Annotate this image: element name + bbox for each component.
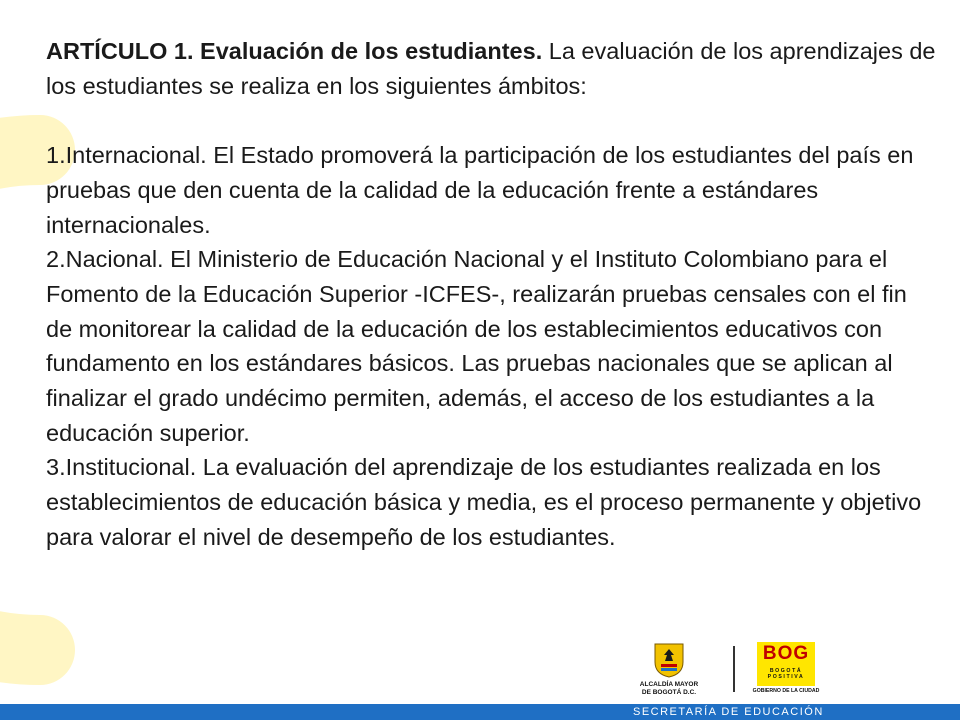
alcaldia-name — [630, 681, 708, 697]
alcaldia-line-1: ALCALDÍA MAYOR — [639, 681, 699, 688]
logo-divider — [733, 646, 735, 692]
bog-caption: GOBIERNO DE LA CIUDAD — [752, 688, 820, 694]
article-intro-paragraph — [46, 34, 938, 103]
paragraph-spacer — [46, 103, 938, 138]
article-item-internacional: 1.Internacional. El Estado promoverá la participación de los estudiantes del país en pruebas que den cuenta de la calidad de la educación frente a estándares internacionales. — [46, 142, 914, 238]
bogota-crest-icon — [653, 642, 685, 678]
footer-logos — [620, 642, 830, 700]
article-intro: La evaluación de los aprendizajes de los estudiantes se realiza en los siguientes ámbitos: — [46, 38, 936, 99]
article-item-nacional: 2.Nacional. El Ministerio de Educación Nacional y el Instituto Colombiano para el Fomento de la Educación Superior -ICFES-, realizarán pruebas censales con el fin de monitorear la calidad de la educación de los establecimientos educativos con fundamento en los estándares básicos. Las pruebas nacionales que se aplican al finalizar el grado undécimo permiten, además, el acceso de los estudiantes a la educación superior. — [46, 246, 907, 446]
bog-box — [757, 642, 815, 686]
article-item-institucional: 3.Institucional. La evaluación del aprendizaje de los estudiantes realizada en los establecimientos de educación básica y media, es el proceso permanente y objetivo para valorar el nivel de desempeño de los estudiantes. — [46, 454, 922, 550]
bog-subtitle: BOGOTÁ POSITIVA — [767, 668, 805, 680]
bog-letters: BOG — [762, 643, 810, 664]
footer-label: SECRETARÍA DE EDUCACIÓN — [633, 706, 824, 718]
alcaldia-logo — [630, 642, 708, 700]
article-body — [46, 34, 938, 555]
bogota-positiva-logo — [748, 642, 824, 700]
article-heading: ARTÍCULO 1. Evaluación de los estudiantes. — [46, 38, 543, 64]
alcaldia-line-2: DE BOGOTÁ D.C. — [641, 689, 697, 696]
footer-bar — [0, 704, 960, 720]
